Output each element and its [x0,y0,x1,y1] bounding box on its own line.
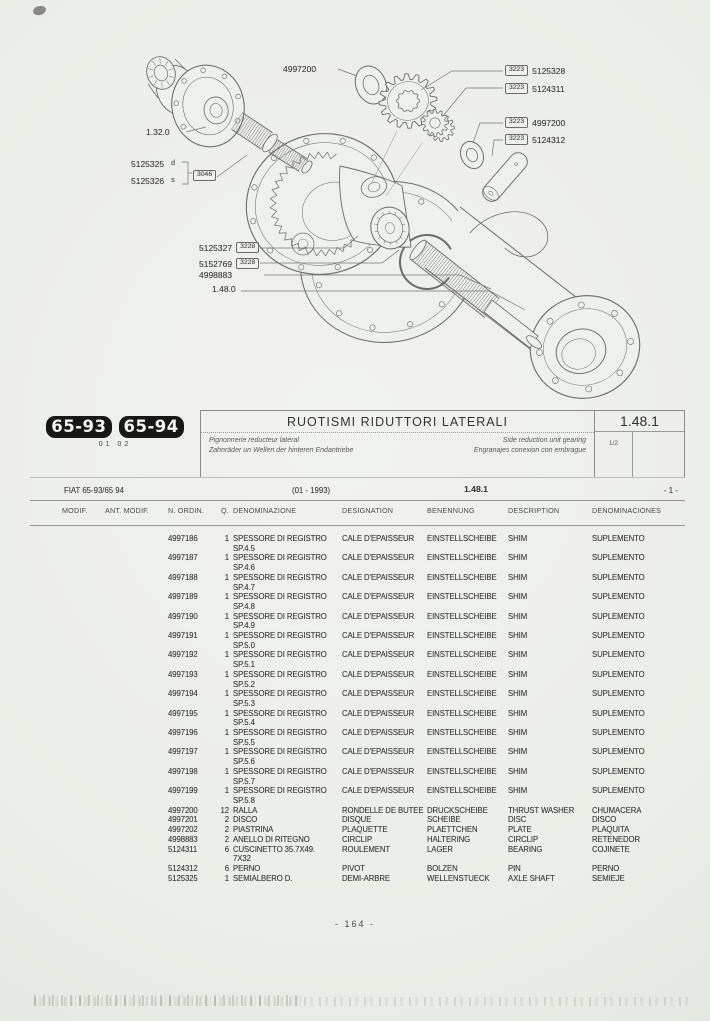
ref-box: 3223 [505,134,528,145]
table-row [62,728,687,747]
table-row [62,835,687,845]
denominazione-line: SEMIALBERO D. [233,873,293,883]
cell-quantity: 1 [224,766,229,776]
cell-denominaciones: SUPLEMENTO [592,534,645,543]
part-number: 1.32.0 [146,127,170,137]
model-code-numbers: 01 02 [98,441,132,448]
cell-quantity: 1 [224,650,229,660]
column-header: MODIF. [62,506,88,515]
section-header-band [30,410,685,478]
cell-part-number: 5125325 [168,873,198,883]
cell-part-number: 4997189 [168,592,198,602]
denominazione-line: SP.5.3 [233,698,255,708]
denominazione-line: SP.4.9 [233,621,255,631]
model-stencil: 65-94 [119,416,184,438]
denominazione-line: SP.4.6 [233,563,255,573]
part-number: 5125327 [199,242,233,253]
subtitle-en: Side reduction unit gearing [502,437,586,444]
cell-benennung: DRUCKSCHEIBE [427,805,488,815]
cell-benennung: EINSTELLSCHEIBE [427,572,497,582]
cell-denominazione [233,534,338,553]
cell-description: PLATE [508,825,532,835]
cell-designation: DEMI-ARBRE [342,873,390,883]
cell-description: SHIM [508,553,528,563]
cell-part-number: 4997196 [168,728,198,738]
diagram-part-label [505,83,565,94]
cell-designation: CALE D'EPAISSEUR [342,534,415,543]
denominazione-line: SPESSORE DI REGISTRO [233,786,327,796]
cell-benennung: EINSTELLSCHEIBE [427,592,497,602]
cell-benennung: EINSTELLSCHEIBE [427,728,497,738]
cell-quantity: 6 [224,844,229,854]
cell-denominaciones: SUPLEMENTO [592,592,645,602]
cell-denominazione [233,728,338,747]
cell-denominaciones: SUPLEMENTO [592,572,645,582]
cell-designation: CALE D'EPAISSEUR [342,553,415,563]
cell-description: SHIM [508,689,528,699]
cell-benennung: EINSTELLSCHEIBE [427,534,497,543]
denominazione-line: SPESSORE DI REGISTRO [233,708,327,718]
cell-designation: CALE D'EPAISSEUR [342,708,415,718]
diagram-part-label [199,270,232,280]
cell-denominaciones: CHUMACERA [592,805,642,815]
cell-description: SHIM [508,728,528,738]
cell-quantity: 1 [224,534,229,543]
cell-denominazione [233,815,338,825]
cell-description: SHIM [508,747,528,757]
cell-denominaciones: RETENEDOR [592,834,641,844]
cell-description: SHIM [508,631,528,641]
cell-quantity: 1 [224,747,229,757]
cell-part-number: 4997202 [168,825,198,835]
denominazione-line: SP.5.2 [233,679,255,689]
part-number: 5124312 [532,134,566,145]
table-row [62,612,687,631]
cell-denominazione [233,747,338,766]
cell-denominazione [233,612,338,631]
denominazione-line: CUSCINETTO 35.7X49. [233,844,316,854]
cell-quantity: 6 [224,863,229,873]
cell-description: BEARING [508,844,543,854]
denominazione-line: SPESSORE DI REGISTRO [233,669,327,679]
cell-description: THRUST WASHER [508,805,575,815]
table-row [62,786,687,805]
denominazione-line: SP.4.8 [233,601,255,611]
denominazione-line: SPESSORE DI REGISTRO [233,572,327,582]
subtitles-fr-de [209,436,353,477]
denominazione-line: SPESSORE DI REGISTRO [233,611,327,621]
cell-denominazione [233,631,338,650]
sheet-index: 1/2 [595,432,633,477]
cell-quantity: 1 [224,689,229,699]
cell-denominaciones: SUPLEMENTO [592,669,645,679]
denominazione-line: SP.5.8 [233,795,255,805]
cell-benennung: LAGER [427,844,453,854]
cell-denominaciones: SUPLEMENTO [592,766,645,776]
part-number: 1.48.0 [212,284,236,294]
diagram-part-label [146,127,170,137]
cell-denominazione [233,670,338,689]
cell-description: SHIM [508,708,528,718]
planet-pin [479,149,531,205]
table-row [62,573,687,592]
cell-designation: CALE D'EPAISSEUR [342,611,415,621]
ref-box: 3223 [505,83,528,94]
table-row [62,864,687,874]
table-row [62,815,687,825]
part-number: 5152769 [199,258,233,269]
column-header: Q. [221,506,229,515]
cell-benennung: WELLENSTUECK [427,873,490,883]
cell-denominaciones: SUPLEMENTO [592,650,645,660]
cell-benennung: EINSTELLSCHEIBE [427,786,497,796]
table-row [62,874,687,884]
ref-box: 3223 [505,65,528,76]
cell-quantity: 1 [224,669,229,679]
side-suffix: d [171,160,175,167]
cell-quantity: 1 [224,553,229,563]
cell-benennung: EINSTELLSCHEIBE [427,611,497,621]
denominazione-line: PERNO [233,863,261,873]
table-row [62,534,687,553]
cell-denominazione [233,553,338,572]
subtitle-es: Engranajes conexion con embrague [473,446,586,454]
table-row [62,825,687,835]
cell-denominaciones: SUPLEMENTO [592,553,645,563]
sheet-page-ref: - 1 - [664,486,678,495]
cell-denominaciones: SUPLEMENTO [592,747,645,757]
cell-description: SHIM [508,572,528,582]
part-number: 4997200 [532,117,566,128]
cell-designation: PIVOT [342,863,365,873]
cell-designation: CIRCLIP [342,834,373,844]
column-header: DESIGNATION [342,506,394,515]
sheet-cell [595,432,684,477]
diagram-part-label [193,170,216,181]
cell-designation: CALE D'EPAISSEUR [342,631,415,641]
parts-table-body [62,534,687,883]
column-header: DENOMINACIONES [592,506,662,515]
denominazione-line: SP.5.4 [233,718,255,728]
diagram-part-label [131,159,175,169]
cell-denominaciones: SUPLEMENTO [592,728,645,738]
part-number: 5125326 [131,176,165,186]
cell-quantity: 2 [224,815,229,825]
cell-quantity: 2 [224,825,229,835]
cell-part-number: 4997193 [168,669,198,679]
cell-part-number: 4997188 [168,572,198,582]
table-row [62,592,687,611]
cell-denominazione [233,806,338,816]
cell-description: SHIM [508,592,528,602]
cell-designation: CALE D'EPAISSEUR [342,572,415,582]
section-subtitles [201,433,594,477]
diagram-part-label [505,65,565,76]
table-row [62,553,687,572]
cell-designation: CALE D'EPAISSEUR [342,689,415,699]
page-number: - 164 - [334,919,375,929]
diagram-part-label [283,64,316,74]
cell-benennung: EINSTELLSCHEIBE [427,650,497,660]
denominazione-line: ANELLO DI RITEGNO [233,834,310,844]
ref-box: 3228 [236,242,259,253]
cell-benennung: HALTERING [427,834,471,844]
cell-part-number: 4997187 [168,553,198,563]
ref-box: 3046 [193,170,216,181]
cell-designation: DISQUE [342,815,372,825]
part-number: 5124311 [532,83,565,94]
cell-denominaciones: DISCO [592,815,617,825]
thrust-washer [456,138,487,173]
cell-denominazione [233,874,338,884]
denominazione-line: SP.4.5 [233,543,255,553]
cell-part-number: 4997194 [168,689,198,699]
cell-denominazione [233,845,338,864]
cell-denominazione [233,592,338,611]
date-range: (01 - 1993) [292,486,331,495]
subtitle-fr: Pignonnerie reducteur latéral [209,437,299,444]
cell-quantity: 12 [220,805,229,815]
model-stencils [46,416,184,438]
part-number: 5125328 [532,65,566,76]
cell-denominaciones: SUPLEMENTO [592,689,645,699]
cell-denominazione [233,650,338,669]
table-row [62,767,687,786]
diagram-part-label [505,117,565,128]
denominazione-line: SP.4.7 [233,582,255,592]
scan-noise-strip [34,995,304,1006]
side-suffix: s [171,177,175,184]
cell-quantity: 1 [224,592,229,602]
denominazione-line: RALLA [233,805,258,815]
cell-benennung: EINSTELLSCHEIBE [427,631,497,641]
model-ref: FIAT 65-93/65 94 [64,486,124,495]
cell-part-number: 4998883 [168,834,198,844]
diagram-part-label [212,284,236,294]
cell-designation: CALE D'EPAISSEUR [342,766,415,776]
cell-description: SHIM [508,766,528,776]
horizontal-rule [30,500,685,501]
cell-denominaciones: SUPLEMENTO [592,631,645,641]
cell-quantity: 1 [224,708,229,718]
section-code-cell [595,410,685,477]
cell-description: SHIM [508,611,528,621]
section-code-ref: 1.48.1 [464,484,488,494]
denominazione-line: SP.5.7 [233,776,255,786]
denominazione-line: SP.5.5 [233,737,255,747]
cell-quantity: 1 [224,572,229,582]
cell-denominaciones: PERNO [592,863,620,873]
part-number: 4998883 [199,270,233,280]
diagram-part-label [199,242,259,253]
diagram-part-label [505,134,565,145]
cell-part-number: 4997190 [168,611,198,621]
cell-designation: CALE D'EPAISSEUR [342,786,415,796]
table-row [62,747,687,766]
cell-quantity: 2 [224,834,229,844]
cell-benennung: BOLZEN [427,863,458,873]
cell-part-number: 4997197 [168,747,198,757]
cell-description: AXLE SHAFT [508,873,555,883]
denominazione-line: SPESSORE DI REGISTRO [233,534,327,543]
column-header: DESCRIPTION [508,506,560,515]
cell-denominazione [233,767,338,786]
cell-benennung: EINSTELLSCHEIBE [427,708,497,718]
cell-benennung: EINSTELLSCHEIBE [427,689,497,699]
cell-designation: CALE D'EPAISSEUR [342,747,415,757]
cell-quantity: 1 [224,728,229,738]
diagram-part-label [131,176,175,186]
cell-description: SHIM [508,669,528,679]
subtitle-de: Zahnräder un Wellen der hinteren Endantriebe [209,446,354,454]
table-row [62,806,687,816]
cell-designation: CALE D'EPAISSEUR [342,650,415,660]
subtitles-en-es [474,436,586,477]
cell-description: PIN [508,863,521,873]
section-title: RUOTISMI RIDUTTORI LATERALI [201,411,594,433]
cell-description: DISC [508,815,527,825]
denominazione-line: PIASTRINA [233,825,274,835]
section-code: 1.48.1 [595,411,684,432]
cell-denominaciones: SUPLEMENTO [592,708,645,718]
parts-table-header [62,506,687,515]
part-number: 4997200 [283,64,317,74]
cell-part-number: 4997198 [168,766,198,776]
cell-description: SHIM [508,786,528,796]
part-number: 5125325 [131,159,165,169]
cell-designation: RONDELLE DE BUTEE [342,805,424,815]
cell-quantity: 1 [224,786,229,796]
exploded-view-drawing [0,0,710,410]
cell-designation: CALE D'EPAISSEUR [342,728,415,738]
cell-denominazione [233,689,338,708]
column-header: N. ORDIN. [168,506,205,515]
denominazione-line: 7X32 [233,854,251,864]
cell-denominaciones: SUPLEMENTO [592,611,645,621]
denominazione-line: SPESSORE DI REGISTRO [233,747,327,757]
cell-denominazione [233,825,338,835]
cell-benennung: EINSTELLSCHEIBE [427,747,497,757]
cell-benennung: EINSTELLSCHEIBE [427,766,497,776]
cell-description: SHIM [508,534,528,543]
column-header: BENENNUNG [427,506,475,515]
denominazione-line: SPESSORE DI REGISTRO [233,592,327,602]
denominazione-line: SPESSORE DI REGISTRO [233,631,327,641]
cell-benennung: PLAETTCHEN [427,825,478,835]
cell-designation: CALE D'EPAISSEUR [342,592,415,602]
cell-part-number: 4997199 [168,786,198,796]
cell-part-number: 4997201 [168,815,198,825]
denominazione-line: SP.5.0 [233,640,255,650]
denominazione-line: SP.5.6 [233,757,255,767]
cell-part-number: 4997186 [168,534,198,543]
model-stencil: 65-93 [46,416,111,438]
table-row [62,845,687,864]
cell-benennung: EINSTELLSCHEIBE [427,553,497,563]
cell-denominaciones: PLAQUITA [592,825,630,835]
denominazione-line: SPESSORE DI REGISTRO [233,553,327,563]
denominazione-line: SPESSORE DI REGISTRO [233,650,327,660]
cell-designation: CALE D'EPAISSEUR [342,669,415,679]
denominazione-line: SPESSORE DI REGISTRO [233,689,327,699]
model-codes [30,410,200,477]
cell-description: SHIM [508,650,528,660]
cell-denominazione [233,864,338,874]
ref-box: 3228 [236,258,259,269]
cell-denominazione [233,709,338,728]
denominazione-line: SPESSORE DI REGISTRO [233,766,327,776]
cell-designation: PLAQUETTE [342,825,388,835]
cell-part-number: 4997192 [168,650,198,660]
cell-benennung: SCHEIBE [427,815,461,825]
cell-part-number: 4997200 [168,805,198,815]
denominazione-line: SPESSORE DI REGISTRO [233,728,327,738]
cell-description: CIRCLIP [508,834,539,844]
cell-designation: ROULEMENT [342,844,391,854]
denominazione-line: DISCO [233,815,258,825]
table-row [62,631,687,650]
table-row [62,670,687,689]
cell-denominaciones: SUPLEMENTO [592,786,645,796]
denominazione-line: SP.5.1 [233,660,255,670]
ref-box: 3223 [505,117,528,128]
cell-quantity: 1 [224,873,229,883]
table-row [62,689,687,708]
column-header: ANT. MODIF. [105,506,150,515]
cell-part-number: 4997195 [168,708,198,718]
cell-denominaciones: SEMIEJE [592,873,625,883]
cell-benennung: EINSTELLSCHEIBE [427,669,497,679]
cell-denominazione [233,786,338,805]
cell-quantity: 1 [224,631,229,641]
section-title-cell [200,410,595,477]
cell-denominaciones: COJINETE [592,844,630,854]
cell-part-number: 5124312 [168,863,198,873]
horizontal-rule [30,525,685,526]
cell-quantity: 1 [224,611,229,621]
diagram-part-label [199,258,259,269]
cell-denominazione [233,835,338,845]
cell-part-number: 5124311 [168,844,198,854]
cell-part-number: 4997191 [168,631,198,641]
cell-denominazione [233,573,338,592]
column-header: DENOMINAZIONE [233,506,297,515]
table-row [62,650,687,669]
table-row [62,709,687,728]
